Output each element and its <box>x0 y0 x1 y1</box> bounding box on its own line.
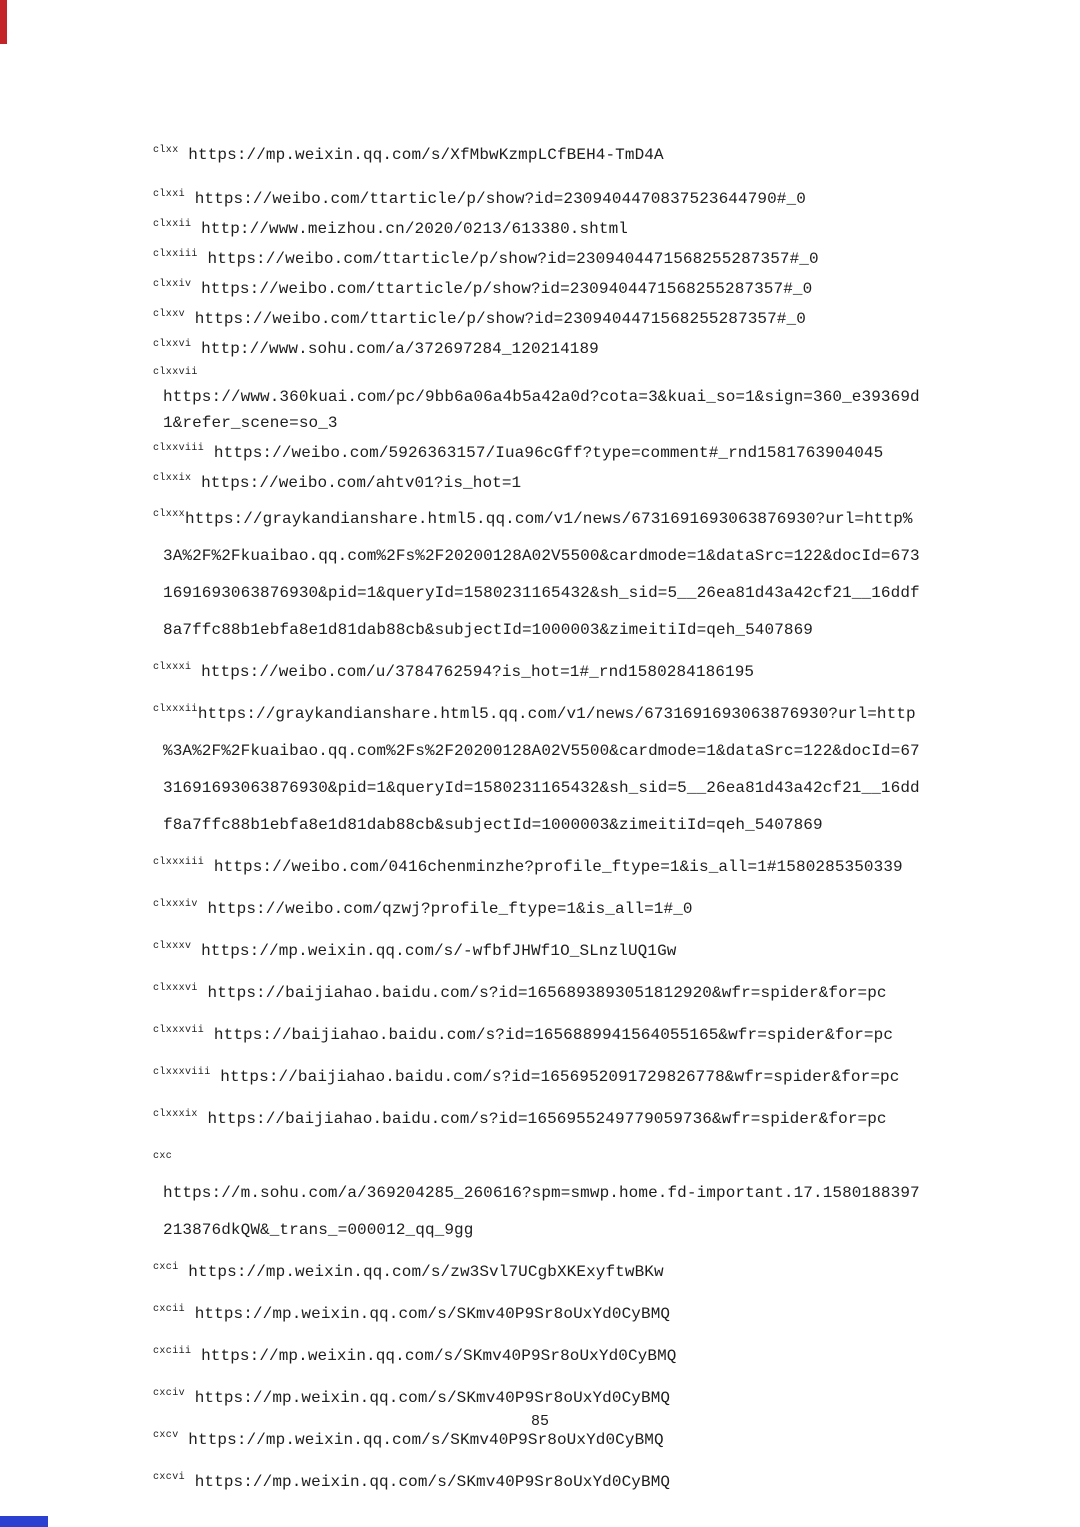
endnote-item <box>153 362 953 436</box>
endnote-item <box>153 1375 953 1417</box>
endnote-item <box>153 1249 953 1291</box>
endnote-url-line: $^{cxciii}$ https://mp.weixin.qq.com/s/SKmv40P9Sr8oUxYd0CyBMQ <box>153 1346 677 1365</box>
endnote-url-line: $^{clxxiv}$ https://weibo.com/ttarticle/p/show?id=2309404471568255287357#_0 <box>153 279 813 298</box>
endnote-url-line: $^{clxx}$ https://mp.weixin.qq.com/s/XfMbwKzmpLCfBEH4-TmD4A <box>153 145 664 164</box>
endnote-url-line: f8a7ffc88b1ebfa8e1d81dab88cb&subjectId=1000003&zimeitiId=qeh_5407869 <box>163 816 823 834</box>
endnote-url-line: $^{cxciv}$ https://mp.weixin.qq.com/s/SKmv40P9Sr8oUxYd0CyBMQ <box>153 1388 671 1407</box>
endnote-marker: clxxxviii <box>153 1067 211 1078</box>
endnote-url-line: $^{cxcvi}$ https://mp.weixin.qq.com/s/SKmv40P9Sr8oUxYd0CyBMQ <box>153 1472 671 1491</box>
endnote-item <box>153 272 953 302</box>
endnote-url-line: $^{clxxxviii}$ https://baijiahao.baidu.com/s?id=1656952091729826778&wfr=spider&for=pc <box>153 1067 900 1086</box>
endnote-url-line: $^{clxxxiii}$ https://weibo.com/0416chenminzhe?profile_ftype=1&is_all=1#1580285350339 <box>153 857 903 876</box>
endnote-url-line: https://www.360kuai.com/pc/9bb6a06a4b5a42a0d?cota=3&kuai_so=1&sign=360_e39369d <box>163 388 920 406</box>
endnote-marker: cxcvi <box>153 1472 186 1483</box>
endnote-marker: cxciii <box>153 1346 192 1357</box>
endnote-item <box>153 182 953 212</box>
endnote-marker: cxc <box>153 1151 173 1162</box>
endnote-section <box>153 138 953 496</box>
endnote-url-line: $^{clxxxv}$ https://mp.weixin.qq.com/s/-wfbfJHWf1O_SLnzlUQ1Gw <box>153 941 677 960</box>
endnote-item <box>153 1459 953 1501</box>
endnote-item <box>153 1054 953 1096</box>
endnote-marker: clxxix <box>153 473 192 484</box>
endnote-item <box>153 466 953 496</box>
endnote-url-line: 1&refer_scene=so_3 <box>163 414 338 432</box>
endnote-item <box>153 1333 953 1375</box>
page-number: 85 <box>530 1413 549 1430</box>
endnote-url-line: $^{clxxii}$ http://www.meizhou.cn/2020/0213/613380.shtml <box>153 219 628 238</box>
endnote-item <box>153 212 953 242</box>
endnote-marker: cxcii <box>153 1304 186 1315</box>
endnote-url-line: $^{clxxxi}$ https://weibo.com/u/3784762594?is_hot=1#_rnd1580284186195 <box>153 662 755 681</box>
endnote-marker: clxxiv <box>153 279 192 290</box>
endnote-url-line: $^{clxxxvii}$ https://baijiahao.baidu.com/s?id=1656889941564055165&wfr=spider&for=pc <box>153 1025 894 1044</box>
endnote-url-line: 1691693063876930&pid=1&queryId=1580231165432&sh_sid=5__26ea81d43a42cf21__16ddf <box>163 584 920 602</box>
scan-artifact-blue-bar <box>0 1516 48 1527</box>
endnote-marker: clxxviii <box>153 443 205 454</box>
endnote-item <box>153 1096 953 1138</box>
endnote-marker: clxxvi <box>153 339 192 350</box>
endnote-item <box>153 886 953 928</box>
endnote-marker: clxxxiii <box>153 857 205 868</box>
endnote-url-line: $^{clxxviii}$ https://weibo.com/5926363157/Iua96cGff?type=comment#_rnd1581763904045 <box>153 443 884 462</box>
endnote-section <box>153 496 953 1501</box>
endnote-url-line: $^{clxxix}$ https://weibo.com/ahtv01?is_hot=1 <box>153 473 522 492</box>
endnote-url-line: %3A%2F%2Fkuaibao.qq.com%2Fs%2F20200128A02V5500&cardmode=1&dataSrc=122&docId=67 <box>163 742 920 760</box>
endnote-url-line: $^{clxxvi}$ http://www.sohu.com/a/372697284_120214189 <box>153 339 599 358</box>
endnote-marker: clxxiii <box>153 249 198 260</box>
endnote-marker: clxxxi <box>153 662 192 673</box>
scan-artifact-red-bar <box>0 0 7 44</box>
endnote-marker: clxxvii <box>153 367 198 378</box>
endnote-url-line: $^{clxxxiv}$ https://weibo.com/qzwj?profile_ftype=1&is_all=1#_0 <box>153 899 693 918</box>
endnote-url-line: $^{clxxxvi}$ https://baijiahao.baidu.com/s?id=1656893893051812920&wfr=spider&for=pc <box>153 983 887 1002</box>
endnote-marker: clxxxv <box>153 941 192 952</box>
endnote-item <box>153 928 953 970</box>
endnote-item <box>153 1138 953 1249</box>
endnote-item <box>153 436 953 466</box>
endnote-marker: clxxxii <box>153 704 198 715</box>
endnote-item <box>153 691 953 844</box>
endnote-item <box>153 242 953 272</box>
endnote-marker: cxcv <box>153 1430 179 1441</box>
endnote-url-line: https://m.sohu.com/a/369204285_260616?spm=smwp.home.fd-important.17.1580188397 <box>163 1184 920 1202</box>
endnote-url-line: $^{clxxxix}$ https://baijiahao.baidu.com/s?id=1656955249779059736&wfr=spider&for=pc <box>153 1109 887 1128</box>
endnote-marker: cxciv <box>153 1388 186 1399</box>
endnote-marker: clxxxvi <box>153 983 198 994</box>
endnote-url-line: $^{cxci}$ https://mp.weixin.qq.com/s/zw3Svl7UCgbXKExyftwBKw <box>153 1262 664 1281</box>
endnote-marker: clxxxvii <box>153 1025 205 1036</box>
endnote-item <box>153 496 953 649</box>
endnote-item <box>153 649 953 691</box>
endnote-url-line: $^{clxxx}$https://graykandianshare.html5.qq.com/v1/news/6731691693063876930?url=http% <box>153 509 913 528</box>
endnote-marker: clxxi <box>153 189 186 200</box>
endnote-marker: cxci <box>153 1262 179 1273</box>
endnote-item <box>153 1012 953 1054</box>
endnote-url-line: $^{cxcv}$ https://mp.weixin.qq.com/s/SKmv40P9Sr8oUxYd0CyBMQ <box>153 1430 664 1449</box>
endnote-url-line: $^{clxxxii}$https://graykandianshare.html5.qq.com/v1/news/6731691693063876930?url=http <box>153 704 916 723</box>
endnote-url-line: 8a7ffc88b1ebfa8e1d81dab88cb&subjectId=1000003&zimeitiId=qeh_5407869 <box>163 621 814 639</box>
endnote-url-line: $^{cxcii}$ https://mp.weixin.qq.com/s/SKmv40P9Sr8oUxYd0CyBMQ <box>153 1304 671 1323</box>
endnote-url-line: $^{clxxv}$ https://weibo.com/ttarticle/p/show?id=2309404471568255287357#_0 <box>153 309 806 328</box>
endnote-marker: clxxxiv <box>153 899 198 910</box>
endnote-list <box>153 138 953 1501</box>
endnote-marker: clxxxix <box>153 1109 198 1120</box>
endnote-item <box>153 970 953 1012</box>
endnote-url-line: 31691693063876930&pid=1&queryId=1580231165432&sh_sid=5__26ea81d43a42cf21__16dd <box>163 779 920 797</box>
endnote-url-line: $^{clxxiii}$ https://weibo.com/ttarticle/p/show?id=2309404471568255287357#_0 <box>153 249 819 268</box>
endnote-url-line: 3A%2F%2Fkuaibao.qq.com%2Fs%2F20200128A02V5500&cardmode=1&dataSrc=122&docId=673 <box>163 547 920 565</box>
endnote-url-line: $^{clxxi}$ https://weibo.com/ttarticle/p/show?id=2309404470837523644790#_0 <box>153 189 806 208</box>
endnote-marker: clxx <box>153 145 179 156</box>
endnote-marker: clxxv <box>153 309 186 320</box>
endnote-item <box>153 138 953 168</box>
endnote-item <box>153 1291 953 1333</box>
endnote-marker: clxxx <box>153 509 186 520</box>
endnote-item <box>153 332 953 362</box>
endnote-item <box>153 302 953 332</box>
endnote-marker: clxxii <box>153 219 192 230</box>
endnote-item <box>153 844 953 886</box>
endnote-url-line: 213876dkQW&_trans_=000012_qq_9gg <box>163 1221 474 1239</box>
